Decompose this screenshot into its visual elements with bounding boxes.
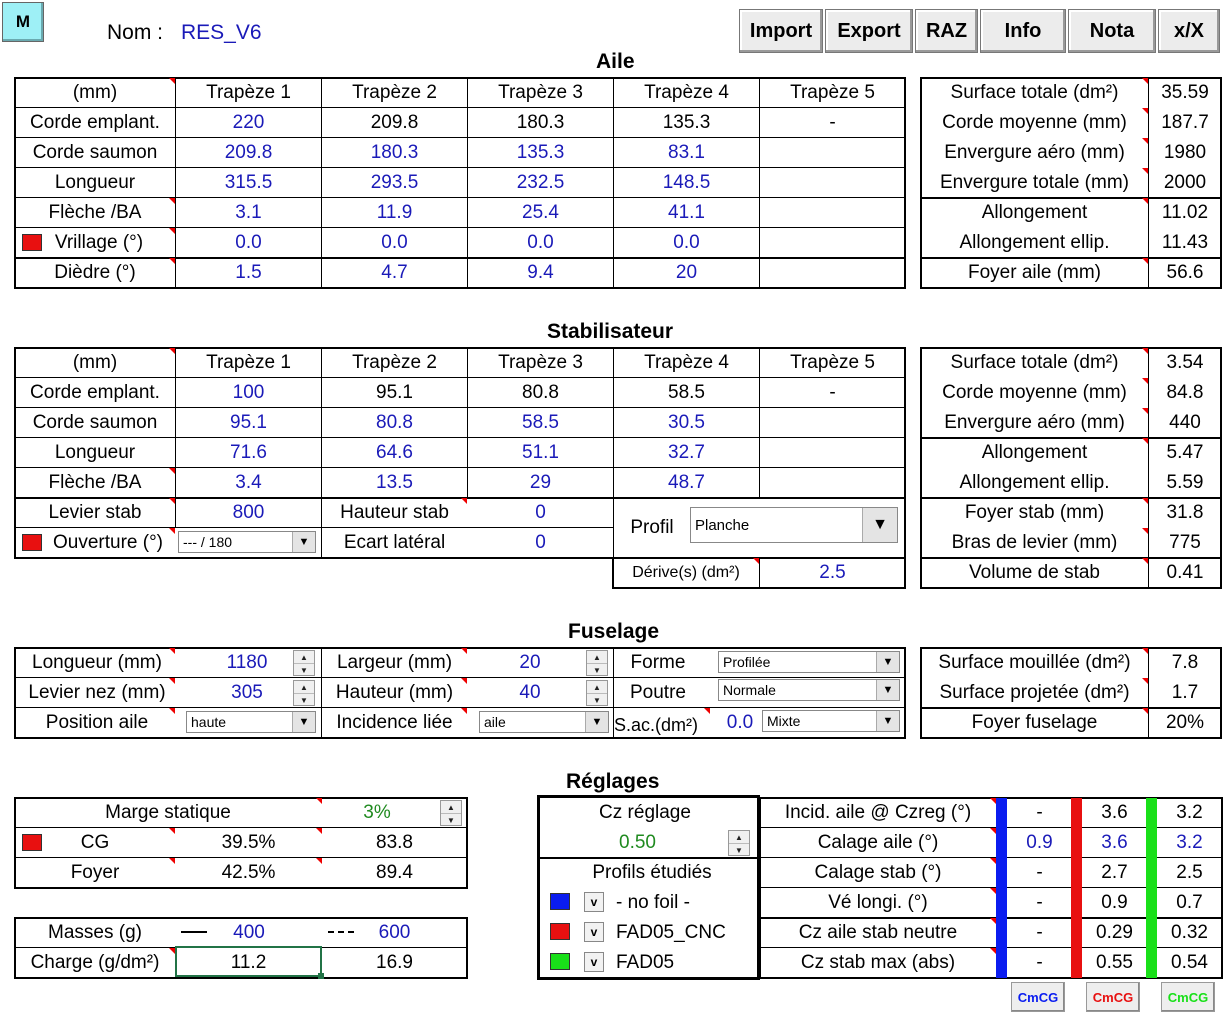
hauteur-spinner[interactable] (586, 680, 608, 706)
cell-input[interactable]: 100 (232, 382, 265, 403)
cz-reglage-input[interactable]: 0.50 (619, 832, 656, 853)
cell-input[interactable]: 220 (232, 112, 265, 133)
marge-statique-input[interactable]: 3% (363, 802, 391, 823)
hauteur-stab-input[interactable]: 0 (535, 502, 546, 523)
spin-down-icon: ▼ (300, 665, 308, 675)
param-value: 0.54 (1171, 952, 1208, 973)
cell-input[interactable]: 3.4 (235, 472, 262, 493)
cell-input[interactable]: 13.5 (376, 472, 413, 493)
marge-statique-label: Marge statique (105, 802, 231, 823)
cg-toggle-button[interactable] (22, 834, 42, 851)
cell-input[interactable]: 0.0 (673, 232, 700, 253)
largeur-spinner[interactable] (586, 650, 608, 676)
row-label: Corde emplant. (30, 382, 160, 403)
scale-button[interactable]: x/X (1158, 9, 1220, 53)
summary-value: 20% (1165, 712, 1205, 733)
levier-nez-input[interactable]: 305 (231, 682, 263, 703)
spin-up-icon: ▲ (294, 681, 314, 694)
summary-label: Surface projetée (dm²) (939, 682, 1130, 703)
cell-input[interactable]: 1.5 (235, 262, 262, 283)
summary-value: 35.59 (1161, 82, 1209, 103)
spin-up-icon: ▲ (294, 651, 314, 664)
summary-value: 1980 (1163, 142, 1207, 163)
param-input[interactable]: 0.9 (1026, 832, 1053, 853)
stab-header-trap4: Trapèze 4 (644, 352, 729, 373)
summary-label: Allongement (981, 442, 1088, 463)
foyer-label: Foyer (70, 862, 120, 883)
cell-input[interactable]: 95.1 (230, 412, 267, 433)
m-button[interactable]: M (2, 2, 44, 42)
row-label: Longueur (54, 172, 136, 193)
param-value: - (1036, 922, 1043, 943)
nom-label: Nom : (107, 21, 164, 44)
hauteur-fuselage-input[interactable]: 40 (519, 682, 541, 703)
reglages-title: Réglages (566, 770, 660, 793)
summary-value: 187.7 (1161, 112, 1209, 133)
chevron-down-icon: ▼ (585, 712, 608, 732)
charge2-value: 16.9 (376, 952, 413, 973)
summary-value: 440 (1169, 412, 1201, 433)
longueur-fuselage-label: Longueur (mm) (32, 652, 162, 673)
summary-value: 5.59 (1166, 472, 1204, 493)
ecart-lateral-label: Ecart latéral (343, 532, 446, 553)
derive-input[interactable]: 2.5 (819, 562, 846, 583)
green-series-bar (1146, 798, 1157, 978)
summary-value: 84.8 (1166, 382, 1204, 403)
cell-input[interactable]: 58.5 (522, 412, 559, 433)
cg-percent: 39.5% (221, 832, 276, 853)
spin-down-icon: ▼ (300, 695, 308, 705)
charge1-value[interactable]: 11.2 (230, 952, 267, 973)
export-button[interactable]: Export (825, 9, 913, 53)
row-label: Corde emplant. (30, 112, 160, 133)
cell-input[interactable]: 71.6 (230, 442, 267, 463)
row-label: Corde saumon (32, 142, 158, 163)
cell-input[interactable]: 148.5 (662, 172, 711, 193)
chevron-down-icon: ▼ (876, 652, 899, 672)
ecart-lateral-input[interactable]: 0 (535, 532, 546, 553)
aile-header-trap5: Trapèze 5 (790, 82, 875, 103)
longueur-fuselage-input[interactable]: 1180 (226, 652, 268, 673)
row-label: Corde saumon (32, 412, 158, 433)
spin-up-icon: ▲ (441, 801, 461, 814)
cg-mm: 83.8 (376, 832, 413, 853)
param-label: Cz stab max (abs) (800, 952, 956, 973)
incidence-liee-select[interactable] (479, 711, 609, 733)
summary-value: 1.7 (1171, 682, 1199, 703)
profil-dropdown-button[interactable]: v (584, 892, 604, 912)
incidence-liee-select-value: aile (484, 714, 506, 730)
param-value: 3.2 (1176, 802, 1203, 823)
masse1-input[interactable]: 400 (233, 922, 265, 943)
cell-input[interactable]: 180.3 (370, 142, 419, 163)
summary-label: Envergure aéro (mm) (944, 142, 1125, 163)
profil-color-green[interactable] (550, 953, 570, 970)
aile-title: Aile (596, 50, 635, 73)
param-input[interactable]: 3.6 (1101, 832, 1128, 853)
cell-input[interactable]: 29 (529, 472, 552, 493)
cell-input[interactable]: 80.8 (376, 412, 413, 433)
param-label: Incid. aile @ Czreg (°) (784, 802, 972, 823)
foyer-mm: 89.4 (376, 862, 413, 883)
spin-down-icon: ▼ (593, 695, 601, 705)
summary-value: 11.02 (1161, 202, 1209, 223)
profil-name: - no foil - (616, 892, 690, 913)
hauteur-fuselage-label: Hauteur (mm) (335, 682, 454, 703)
row-label: Longueur (54, 442, 136, 463)
spin-up-icon: ▲ (729, 831, 749, 844)
levier-stab-input[interactable]: 800 (232, 502, 265, 523)
info-button[interactable]: Info (980, 9, 1066, 53)
cell-input[interactable]: 315.5 (224, 172, 273, 193)
summary-value: 775 (1169, 532, 1201, 553)
summary-label: Surface mouillée (dm²) (938, 652, 1131, 673)
spin-up-icon: ▲ (587, 651, 607, 664)
cell-input[interactable]: 32.7 (668, 442, 705, 463)
ouverture-select[interactable] (178, 531, 316, 553)
profil-dropdown-button[interactable]: v (584, 922, 604, 942)
param-label: Cz aile stab neutre (798, 922, 958, 943)
dashed-line-icon (328, 931, 354, 933)
cmcg-green-button[interactable]: CmCG (1161, 982, 1215, 1012)
cell-input[interactable]: 209.8 (224, 142, 273, 163)
forme-label: Forme (630, 652, 686, 673)
param-value: 2.5 (1176, 862, 1203, 883)
hauteur-stab-label: Hauteur stab (340, 502, 449, 523)
summary-label: Envergure totale (mm) (939, 172, 1129, 193)
levier-nez-spinner[interactable] (293, 680, 315, 706)
row-label: Flèche /BA (48, 202, 142, 223)
nota-button[interactable]: Nota (1068, 9, 1156, 53)
cell-input[interactable]: 51.1 (522, 442, 559, 463)
summary-label: Bras de levier (mm) (951, 532, 1118, 553)
cell-value: 180.3 (516, 112, 565, 133)
cell-input[interactable]: 41.1 (668, 202, 705, 223)
ouverture-label: Ouverture (°) (52, 532, 163, 553)
charge-label: Charge (g/dm²) (30, 952, 160, 973)
poutre-select[interactable] (718, 679, 900, 701)
blue-series-bar (996, 798, 1007, 978)
chevron-down-icon: ▼ (876, 680, 899, 700)
cell-input[interactable]: 4.7 (381, 262, 408, 283)
ouverture-toggle-button[interactable] (22, 534, 42, 551)
summary-label: Corde moyenne (mm) (942, 112, 1127, 133)
aile-header-trap1: Trapèze 1 (206, 82, 291, 103)
cell-input[interactable]: 3.1 (235, 202, 262, 223)
row-label: Flèche /BA (48, 472, 142, 493)
stab-title: Stabilisateur (547, 320, 674, 343)
cell-value: 209.8 (370, 112, 419, 133)
profil-dropdown-button[interactable]: v (584, 952, 604, 972)
aile-header-trap3: Trapèze 3 (498, 82, 583, 103)
param-label: Vé longi. (°) (828, 892, 928, 913)
param-label: Calage stab (°) (814, 862, 942, 883)
stab-header-trap5: Trapèze 5 (790, 352, 875, 373)
aile-header-trap4: Trapèze 4 (644, 82, 729, 103)
cell-input[interactable]: 135.3 (516, 142, 565, 163)
longueur-spinner[interactable] (293, 650, 315, 676)
summary-label: Envergure aéro (mm) (944, 412, 1125, 433)
cell-input[interactable]: 11.9 (376, 202, 413, 223)
position-aile-select-value: haute (191, 714, 227, 730)
forme-select[interactable] (718, 651, 900, 673)
vrillage-toggle-button[interactable] (22, 234, 42, 251)
row-label: Dièdre (°) (54, 262, 136, 283)
summary-value: 56.6 (1166, 262, 1204, 283)
param-label: Calage aile (°) (817, 832, 939, 853)
sac-label: S.ac.(dm²) (614, 714, 699, 735)
cell-input[interactable]: 25.4 (522, 202, 559, 223)
spin-down-icon: ▼ (447, 815, 455, 825)
chevron-down-icon: ▼ (862, 508, 897, 542)
ouverture-select-value: --- / 180 (183, 534, 233, 550)
raz-button[interactable]: RAZ (915, 9, 978, 53)
param-value: 0.32 (1171, 922, 1208, 943)
summary-label: Foyer fuselage (971, 712, 1098, 733)
cell-input[interactable]: 64.6 (376, 442, 413, 463)
summary-label: Foyer stab (mm) (964, 502, 1105, 523)
summary-label: Foyer aile (mm) (967, 262, 1101, 283)
profils-etudies-label: Profils étudiés (592, 862, 712, 883)
summary-value: 2000 (1163, 172, 1207, 193)
aile-header-trap2: Trapèze 2 (352, 82, 437, 103)
poutre-select-value: Normale (723, 682, 776, 698)
levier-stab-label: Levier stab (48, 502, 142, 523)
cell-value: 95.1 (376, 382, 413, 403)
stab-header-unit: (mm) (72, 352, 118, 373)
chevron-down-icon: ▼ (292, 532, 315, 552)
incidence-liee-label: Incidence liée (336, 712, 453, 733)
cz-spinner[interactable] (728, 830, 750, 856)
summary-value: 7.8 (1171, 652, 1199, 673)
stab-header-trap2: Trapèze 2 (352, 352, 437, 373)
summary-label: Corde moyenne (mm) (942, 382, 1127, 403)
nom-value: RES_V6 (181, 21, 262, 44)
profil-select-value: Planche (695, 516, 750, 534)
cell-input[interactable]: 0.0 (235, 232, 262, 253)
param-value: 0.55 (1096, 952, 1133, 973)
summary-label: Surface totale (dm²) (950, 82, 1119, 103)
cell-input[interactable]: 232.5 (516, 172, 565, 193)
profil-color-red[interactable] (550, 923, 570, 940)
cell-input[interactable]: 30.5 (668, 412, 705, 433)
param-input[interactable]: 3.2 (1176, 832, 1203, 853)
sac-select[interactable] (762, 710, 900, 732)
stab-header-trap3: Trapèze 3 (498, 352, 583, 373)
cg-label: CG (80, 832, 110, 853)
cz-reglage-label: Cz réglage (599, 802, 691, 823)
cell-input[interactable]: 9.4 (527, 262, 554, 283)
cell-value: - (829, 112, 836, 133)
marge-spinner[interactable] (440, 800, 462, 826)
masses-label: Masses (g) (48, 922, 142, 943)
derive-label: Dérive(s) (dm²) (632, 564, 740, 581)
forme-select-value: Profilée (723, 654, 771, 670)
summary-value: 11.43 (1161, 232, 1209, 253)
param-value: - (1036, 892, 1043, 913)
cell-input[interactable]: 0.0 (527, 232, 554, 253)
param-value: - (1036, 862, 1043, 883)
summary-label: Allongement ellip. (959, 232, 1110, 253)
fuselage-title: Fuselage (568, 620, 660, 643)
cell-input[interactable]: 20 (675, 262, 698, 283)
solid-line-icon (181, 931, 207, 933)
largeur-input[interactable]: 20 (519, 652, 541, 673)
summary-value: 0.41 (1166, 562, 1204, 583)
cell-input[interactable]: 0.0 (381, 232, 408, 253)
profil-label: Profil (630, 517, 674, 538)
position-aile-label: Position aile (45, 712, 149, 733)
largeur-label: Largeur (mm) (336, 652, 453, 673)
summary-value: 5.47 (1166, 442, 1204, 463)
cell-value: 80.8 (522, 382, 559, 403)
param-value: 0.7 (1176, 892, 1203, 913)
poutre-label: Poutre (630, 682, 686, 703)
spin-up-icon: ▲ (587, 681, 607, 694)
stab-header-trap1: Trapèze 1 (206, 352, 291, 373)
sac-select-value: Mixte (767, 713, 801, 729)
cell-input[interactable]: 48.7 (668, 472, 705, 493)
foyer-percent: 42.5% (221, 862, 276, 883)
position-aile-select[interactable] (186, 711, 316, 733)
spin-down-icon: ▼ (593, 665, 601, 675)
masse2-input[interactable]: 600 (378, 922, 411, 943)
profil-name: FAD05 (616, 952, 675, 973)
chevron-down-icon: ▼ (876, 711, 899, 731)
import-button[interactable]: Import (739, 9, 823, 53)
cell-input[interactable]: 83.1 (668, 142, 705, 163)
cell-value: 58.5 (668, 382, 705, 403)
profil-select[interactable] (690, 507, 898, 543)
aile-header-unit: (mm) (72, 82, 118, 103)
summary-label: Surface totale (dm²) (950, 352, 1119, 373)
cmcg-red-button[interactable]: CmCG (1086, 982, 1140, 1012)
cell-value: - (829, 382, 836, 403)
cell-value: 135.3 (662, 112, 711, 133)
spin-down-icon: ▼ (735, 845, 743, 855)
summary-value: 3.54 (1166, 352, 1204, 373)
profil-name: FAD05_CNC (616, 922, 726, 943)
param-value: - (1036, 802, 1043, 823)
sac-input[interactable]: 0.0 (726, 712, 754, 733)
param-value: 0.29 (1096, 922, 1133, 943)
summary-label: Allongement ellip. (959, 472, 1110, 493)
red-series-bar (1071, 798, 1082, 978)
profil-color-blue[interactable] (550, 893, 570, 910)
param-value: 0.9 (1101, 892, 1128, 913)
levier-nez-label: Levier nez (mm) (28, 682, 166, 703)
summary-label: Allongement (981, 202, 1088, 223)
param-value: 3.6 (1101, 802, 1128, 823)
row-label: Vrillage (°) (54, 232, 144, 253)
summary-label: Volume de stab (969, 562, 1100, 583)
cell-input[interactable]: 293.5 (370, 172, 419, 193)
param-value: 2.7 (1101, 862, 1128, 883)
chevron-down-icon: ▼ (292, 712, 315, 732)
cmcg-blue-button[interactable]: CmCG (1011, 982, 1065, 1012)
summary-value: 31.8 (1166, 502, 1204, 523)
param-value: - (1036, 952, 1043, 973)
